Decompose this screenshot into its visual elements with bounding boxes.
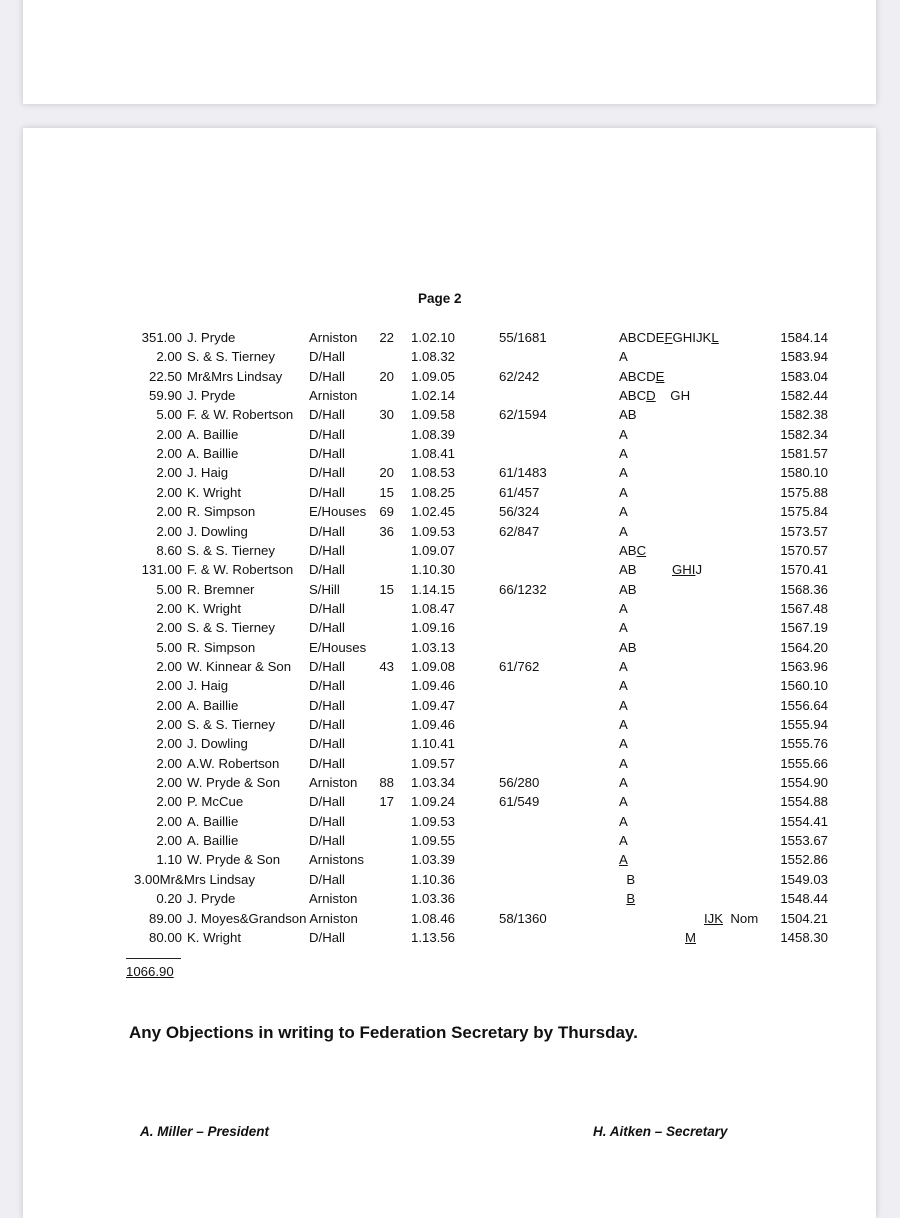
amount-cell: 3.00Mr&Mrs Lindsay	[134, 871, 255, 887]
grade-letters: A	[619, 794, 628, 810]
place-cell: D/Hall	[309, 833, 345, 849]
grade-cell	[619, 330, 719, 346]
grade-letters: F	[664, 330, 673, 345]
total-cell: 1555.76	[780, 736, 828, 752]
total-cell: 1581.57	[780, 446, 828, 462]
name-cell: A. Baillie	[187, 426, 239, 442]
grade-letters	[652, 930, 685, 945]
table-row	[0, 485, 900, 504]
name-cell: J. Pryde	[187, 388, 236, 404]
amount-cell: 5.00	[156, 407, 182, 423]
amount-cell: 2.00	[156, 775, 182, 791]
number-cell: 30	[379, 407, 394, 423]
grade-letters: A	[619, 658, 628, 674]
name-cell: J. Moyes&Grandson Arniston	[187, 910, 358, 926]
table-row	[0, 659, 900, 678]
amount-cell: 22.50	[148, 368, 182, 384]
table-row	[0, 427, 900, 446]
table-row	[0, 794, 900, 813]
amount-cell: 131.00	[141, 562, 182, 578]
sum-total: 1066.90	[126, 964, 174, 979]
name-cell: S. & S. Tierney	[187, 542, 275, 558]
grade-cell	[619, 485, 628, 501]
name-cell: F. & W. Robertson	[187, 562, 294, 578]
table-row	[0, 872, 900, 891]
grade-cell	[619, 582, 637, 598]
grade-cell	[619, 601, 628, 617]
number-cell: 36	[379, 523, 394, 539]
place-cell: D/Hall	[309, 678, 345, 694]
table-row	[0, 698, 900, 717]
total-cell: 1556.64	[780, 697, 828, 713]
total-cell: 1575.88	[780, 484, 828, 500]
grade-letters: D	[646, 388, 656, 404]
sum-rule	[126, 958, 181, 959]
grade-letters: C	[636, 542, 647, 558]
place-cell: Arniston	[309, 388, 358, 404]
time-cell: 1.09.53	[411, 813, 455, 829]
grade-letters: A	[619, 678, 628, 694]
place-cell: E/Houses	[309, 639, 367, 655]
name-cell: W. Pryde & Son	[187, 775, 281, 791]
grade-letters: A	[619, 755, 628, 771]
total-cell: 1584.14	[780, 330, 828, 345]
previous-page	[23, 0, 876, 104]
place-cell: D/Hall	[309, 349, 345, 365]
name-cell: J. Haig	[187, 465, 229, 481]
place-cell: D/Hall	[309, 697, 345, 713]
total-cell: 1555.94	[780, 717, 828, 732]
grade-cell	[619, 814, 628, 830]
amount-cell: 2.00	[156, 465, 182, 481]
grade-letters: GHIJK	[672, 330, 712, 345]
amount-cell: 2.00	[156, 678, 182, 694]
total-cell: 1568.36	[780, 581, 828, 597]
total-cell: 1563.96	[780, 658, 828, 674]
reference-cell: 61/1483	[499, 465, 547, 481]
total-cell: 1583.94	[780, 349, 828, 365]
table-row	[0, 678, 900, 697]
amount-cell: 5.00	[156, 639, 182, 655]
name-cell: R. Simpson	[187, 639, 256, 655]
reference-cell: 61/549	[499, 794, 540, 810]
total-cell: 1582.38	[780, 407, 828, 423]
place-cell: Arniston	[309, 330, 358, 345]
name-cell: F. & W. Robertson	[187, 407, 294, 423]
table-row	[0, 833, 900, 852]
number-cell: 22	[379, 330, 394, 345]
table-row	[0, 717, 900, 736]
grade-letters: A	[619, 523, 628, 539]
grade-letters: A	[619, 426, 628, 442]
total-cell: 1564.20	[780, 639, 828, 655]
amount-cell: 1.10	[156, 852, 182, 868]
place-cell: D/Hall	[309, 658, 345, 674]
grade-letters: L	[711, 330, 719, 345]
grade-letters: A	[619, 775, 628, 791]
name-cell: J. Dowling	[187, 736, 248, 752]
grade-letters: IJK	[704, 910, 724, 926]
place-cell: D/Hall	[309, 542, 345, 558]
grade-letters: A	[619, 813, 628, 829]
amount-cell: 2.00	[156, 717, 182, 732]
table-row	[0, 524, 900, 543]
total-cell: 1583.04	[780, 368, 828, 384]
name-cell: W. Pryde & Son	[187, 852, 281, 868]
place-cell: E/Houses	[309, 504, 367, 520]
number-cell: 20	[379, 465, 394, 481]
grade-cell	[619, 562, 637, 578]
amount-cell: 8.60	[156, 542, 182, 558]
place-cell: D/Hall	[309, 600, 345, 616]
total-cell: 1560.10	[780, 678, 828, 694]
place-cell: Arniston	[309, 891, 358, 907]
amount-cell: 2.00	[156, 833, 182, 849]
place-cell: D/Hall	[309, 407, 345, 423]
grade-cell	[619, 678, 628, 694]
time-cell: 1.09.07	[411, 542, 455, 558]
amount-cell: 2.00	[156, 504, 182, 520]
total-cell: 1575.84	[780, 504, 828, 520]
grade-letters: A	[619, 349, 628, 365]
time-cell: 1.09.58	[411, 407, 455, 423]
time-cell: 1.09.47	[411, 697, 455, 713]
total-cell: 1554.88	[780, 794, 828, 810]
name-cell: S. & S. Tierney	[187, 349, 275, 365]
number-cell: 43	[379, 658, 394, 674]
amount-cell: 5.00	[156, 581, 182, 597]
grade-letters: A	[619, 833, 628, 849]
total-cell: 1554.90	[780, 775, 828, 791]
amount-cell: 89.00	[148, 910, 182, 926]
name-cell: K. Wright	[187, 600, 241, 616]
name-cell: A. Baillie	[187, 833, 239, 849]
grade-extra-cell	[672, 562, 702, 578]
amount-cell: 2.00	[156, 600, 182, 616]
grade-letters: E	[655, 368, 665, 384]
reference-cell: 55/1681	[499, 330, 547, 345]
amount-cell: 2.00	[156, 446, 182, 462]
number-cell: 69	[379, 504, 394, 520]
place-cell: D/Hall	[309, 871, 345, 887]
reference-cell: 56/324	[499, 504, 540, 520]
time-cell: 1.10.41	[411, 736, 455, 752]
amount-cell: 80.00	[148, 929, 182, 945]
name-cell: R. Simpson	[187, 504, 256, 520]
time-cell: 1.09.08	[411, 658, 455, 674]
table-row	[0, 465, 900, 484]
grade-letters: AB	[619, 581, 637, 597]
grade-letters: AB	[619, 639, 637, 655]
grade-letters: A	[619, 504, 628, 520]
reference-cell: 62/242	[499, 368, 540, 384]
table-row	[0, 388, 900, 407]
nom-cell	[652, 930, 696, 946]
grade-letters: A	[619, 600, 628, 616]
total-cell: 1548.44	[780, 891, 828, 907]
grade-cell	[619, 446, 628, 462]
grade-letters: A	[619, 697, 628, 713]
table-row	[0, 504, 900, 523]
grade-cell	[619, 543, 646, 559]
time-cell: 1.02.14	[411, 388, 455, 404]
page-label: Page 2	[418, 291, 462, 306]
grade-letters: M	[684, 929, 696, 945]
amount-cell: 2.00	[156, 755, 182, 771]
grade-cell	[619, 427, 628, 443]
amount-cell: 2.00	[156, 620, 182, 636]
name-cell: S. & S. Tierney	[187, 620, 275, 636]
grade-letters: A	[619, 620, 628, 636]
grade-cell	[619, 698, 628, 714]
total-cell: 1582.34	[780, 426, 828, 442]
number-cell: 20	[379, 368, 394, 384]
number-cell: 17	[379, 794, 394, 810]
grade-cell	[619, 891, 635, 907]
name-cell: A. Baillie	[187, 697, 239, 713]
time-cell: 1.09.57	[411, 755, 455, 771]
time-cell: 1.08.41	[411, 446, 455, 462]
time-cell: 1.03.36	[411, 891, 455, 907]
time-cell: 1.13.56	[411, 929, 455, 945]
table-row	[0, 330, 900, 349]
grade-cell	[619, 504, 628, 520]
grade-cell	[619, 465, 628, 481]
total-cell: 1582.44	[780, 388, 828, 404]
grade-letters: A	[619, 446, 628, 462]
table-row	[0, 911, 900, 930]
grade-cell	[619, 872, 635, 888]
grade-letters: J	[695, 562, 703, 578]
total-cell: 1570.41	[780, 562, 828, 578]
place-cell: D/Hall	[309, 620, 345, 636]
place-cell: D/Hall	[309, 755, 345, 771]
name-cell: J. Dowling	[187, 523, 248, 539]
place-cell: D/Hall	[309, 813, 345, 829]
grade-letters: GH	[655, 388, 691, 404]
time-cell: 1.03.13	[411, 639, 455, 655]
place-cell: D/Hall	[309, 523, 345, 539]
time-cell: 1.03.39	[411, 852, 455, 868]
total-cell: 1553.67	[780, 833, 828, 849]
table-row	[0, 601, 900, 620]
grade-cell	[619, 640, 637, 656]
time-cell: 1.14.15	[411, 581, 455, 597]
grade-cell	[619, 852, 628, 868]
amount-cell: 2.00	[156, 794, 182, 810]
number-cell: 15	[379, 484, 394, 500]
place-cell: D/Hall	[309, 368, 345, 384]
grade-letters: ABCD	[619, 368, 656, 384]
time-cell: 1.08.47	[411, 600, 455, 616]
grade-cell	[619, 794, 628, 810]
name-cell: J. Pryde	[187, 330, 236, 345]
grade-cell	[619, 717, 628, 733]
table-row	[0, 775, 900, 794]
grade-cell	[619, 620, 628, 636]
grade-letters: GHI	[672, 562, 696, 578]
table-row	[0, 620, 900, 639]
table-row	[0, 407, 900, 426]
grade-letters: AB	[619, 562, 637, 578]
time-cell: 1.09.53	[411, 523, 455, 539]
name-cell: P. McCue	[187, 794, 244, 810]
time-cell: 1.08.25	[411, 484, 455, 500]
place-cell: D/Hall	[309, 929, 345, 945]
grade-letters: Nom	[723, 910, 759, 926]
grade-cell	[619, 388, 690, 404]
grade-letters: A	[619, 484, 628, 500]
name-cell: K. Wright	[187, 929, 241, 945]
time-cell: 1.10.36	[411, 871, 455, 887]
secretary-signature: H. Aitken – Secretary	[593, 1124, 728, 1139]
grade-cell	[619, 775, 628, 791]
number-cell: 15	[379, 581, 394, 597]
place-cell: Arniston	[309, 775, 358, 791]
time-cell: 1.08.53	[411, 465, 455, 481]
place-cell: D/Hall	[309, 426, 345, 442]
grade-cell	[619, 659, 628, 675]
total-cell: 1549.03	[780, 871, 828, 887]
total-cell: 1570.57	[780, 542, 828, 558]
name-cell: K. Wright	[187, 484, 241, 500]
grade-letters: A	[619, 717, 628, 732]
place-cell: D/Hall	[309, 736, 345, 752]
table-row	[0, 562, 900, 581]
place-cell: D/Hall	[309, 717, 345, 732]
time-cell: 1.03.34	[411, 775, 455, 791]
amount-cell: 0.20	[156, 891, 182, 907]
reference-cell: 62/1594	[499, 407, 547, 423]
grade-letters: B	[626, 891, 636, 907]
grade-letters: A	[619, 852, 628, 868]
total-cell: 1554.41	[780, 813, 828, 829]
table-row	[0, 349, 900, 368]
president-signature: A. Miller – President	[140, 1124, 270, 1139]
place-cell: D/Hall	[309, 446, 345, 462]
name-cell: A. Baillie	[187, 813, 239, 829]
nom-cell	[704, 911, 758, 927]
reference-cell: 62/847	[499, 523, 540, 539]
grade-letters: AB	[619, 407, 637, 423]
total-cell: 1580.10	[780, 465, 828, 481]
name-cell: R. Bremner	[187, 581, 255, 597]
grade-cell	[619, 756, 628, 772]
name-cell: J. Pryde	[187, 891, 236, 907]
table-row	[0, 543, 900, 562]
amount-cell: 2.00	[156, 523, 182, 539]
amount-cell: 2.00	[156, 813, 182, 829]
total-cell: 1504.21	[780, 910, 828, 926]
amount-cell: 59.90	[148, 388, 182, 404]
place-cell: S/Hill	[309, 581, 340, 597]
reference-cell: 58/1360	[499, 910, 547, 926]
grade-cell	[619, 349, 628, 365]
objections-notice: Any Objections in writing to Federation Secretary by Thursday.	[129, 1023, 638, 1042]
grade-letters: ABCDE	[619, 330, 665, 345]
time-cell: 1.09.05	[411, 368, 455, 384]
total-cell: 1573.57	[780, 523, 828, 539]
table-row	[0, 446, 900, 465]
grade-letters: B	[619, 871, 636, 887]
table-row	[0, 736, 900, 755]
name-cell: W. Kinnear & Son	[187, 658, 292, 674]
time-cell: 1.09.24	[411, 794, 455, 810]
table-row	[0, 891, 900, 910]
grade-cell	[619, 833, 628, 849]
grade-letters: A	[619, 465, 628, 481]
amount-cell: 2.00	[156, 426, 182, 442]
amount-cell: 351.00	[141, 330, 182, 345]
name-cell: A. Baillie	[187, 446, 239, 462]
number-cell: 88	[379, 775, 394, 791]
name-cell: J. Haig	[187, 678, 229, 694]
table-row	[0, 369, 900, 388]
amount-cell: 2.00	[156, 349, 182, 365]
time-cell: 1.09.55	[411, 833, 455, 849]
place-cell: D/Hall	[309, 794, 345, 810]
grade-letters: AB	[619, 542, 637, 558]
table-row	[0, 640, 900, 659]
amount-cell: 2.00	[156, 697, 182, 713]
name-cell: S. & S. Tierney	[187, 717, 275, 732]
grade-cell	[619, 736, 628, 752]
time-cell: 1.09.46	[411, 678, 455, 694]
grade-letters: ABC	[619, 388, 647, 404]
total-cell: 1458.30	[780, 929, 828, 945]
time-cell: 1.08.46	[411, 910, 455, 926]
table-row	[0, 582, 900, 601]
place-cell: D/Hall	[309, 484, 345, 500]
time-cell: 1.09.46	[411, 717, 455, 732]
grade-cell	[619, 369, 664, 385]
reference-cell: 56/280	[499, 775, 540, 791]
table-row	[0, 756, 900, 775]
time-cell: 1.02.10	[411, 330, 455, 345]
time-cell: 1.09.16	[411, 620, 455, 636]
time-cell: 1.08.39	[411, 426, 455, 442]
grade-cell	[619, 407, 637, 423]
total-cell: 1567.48	[780, 600, 828, 616]
total-cell: 1552.86	[780, 852, 828, 868]
grade-cell	[619, 524, 628, 540]
name-cell: Mr&Mrs Lindsay	[187, 368, 283, 384]
name-cell: A.W. Robertson	[187, 755, 280, 771]
amount-cell: 2.00	[156, 484, 182, 500]
place-cell: D/Hall	[309, 562, 345, 578]
reference-cell: 61/457	[499, 484, 540, 500]
total-cell: 1567.19	[780, 620, 828, 636]
place-cell: Arnistons	[309, 852, 364, 868]
amount-cell: 2.00	[156, 736, 182, 752]
reference-cell: 61/762	[499, 658, 540, 674]
table-row	[0, 852, 900, 871]
amount-cell: 2.00	[156, 658, 182, 674]
grade-letters: A	[619, 736, 628, 752]
place-cell: D/Hall	[309, 465, 345, 481]
reference-cell: 66/1232	[499, 581, 547, 597]
time-cell: 1.02.45	[411, 504, 455, 520]
table-row	[0, 930, 900, 949]
table-row	[0, 814, 900, 833]
time-cell: 1.08.32	[411, 349, 455, 365]
time-cell: 1.10.30	[411, 562, 455, 578]
total-cell: 1555.66	[780, 755, 828, 771]
